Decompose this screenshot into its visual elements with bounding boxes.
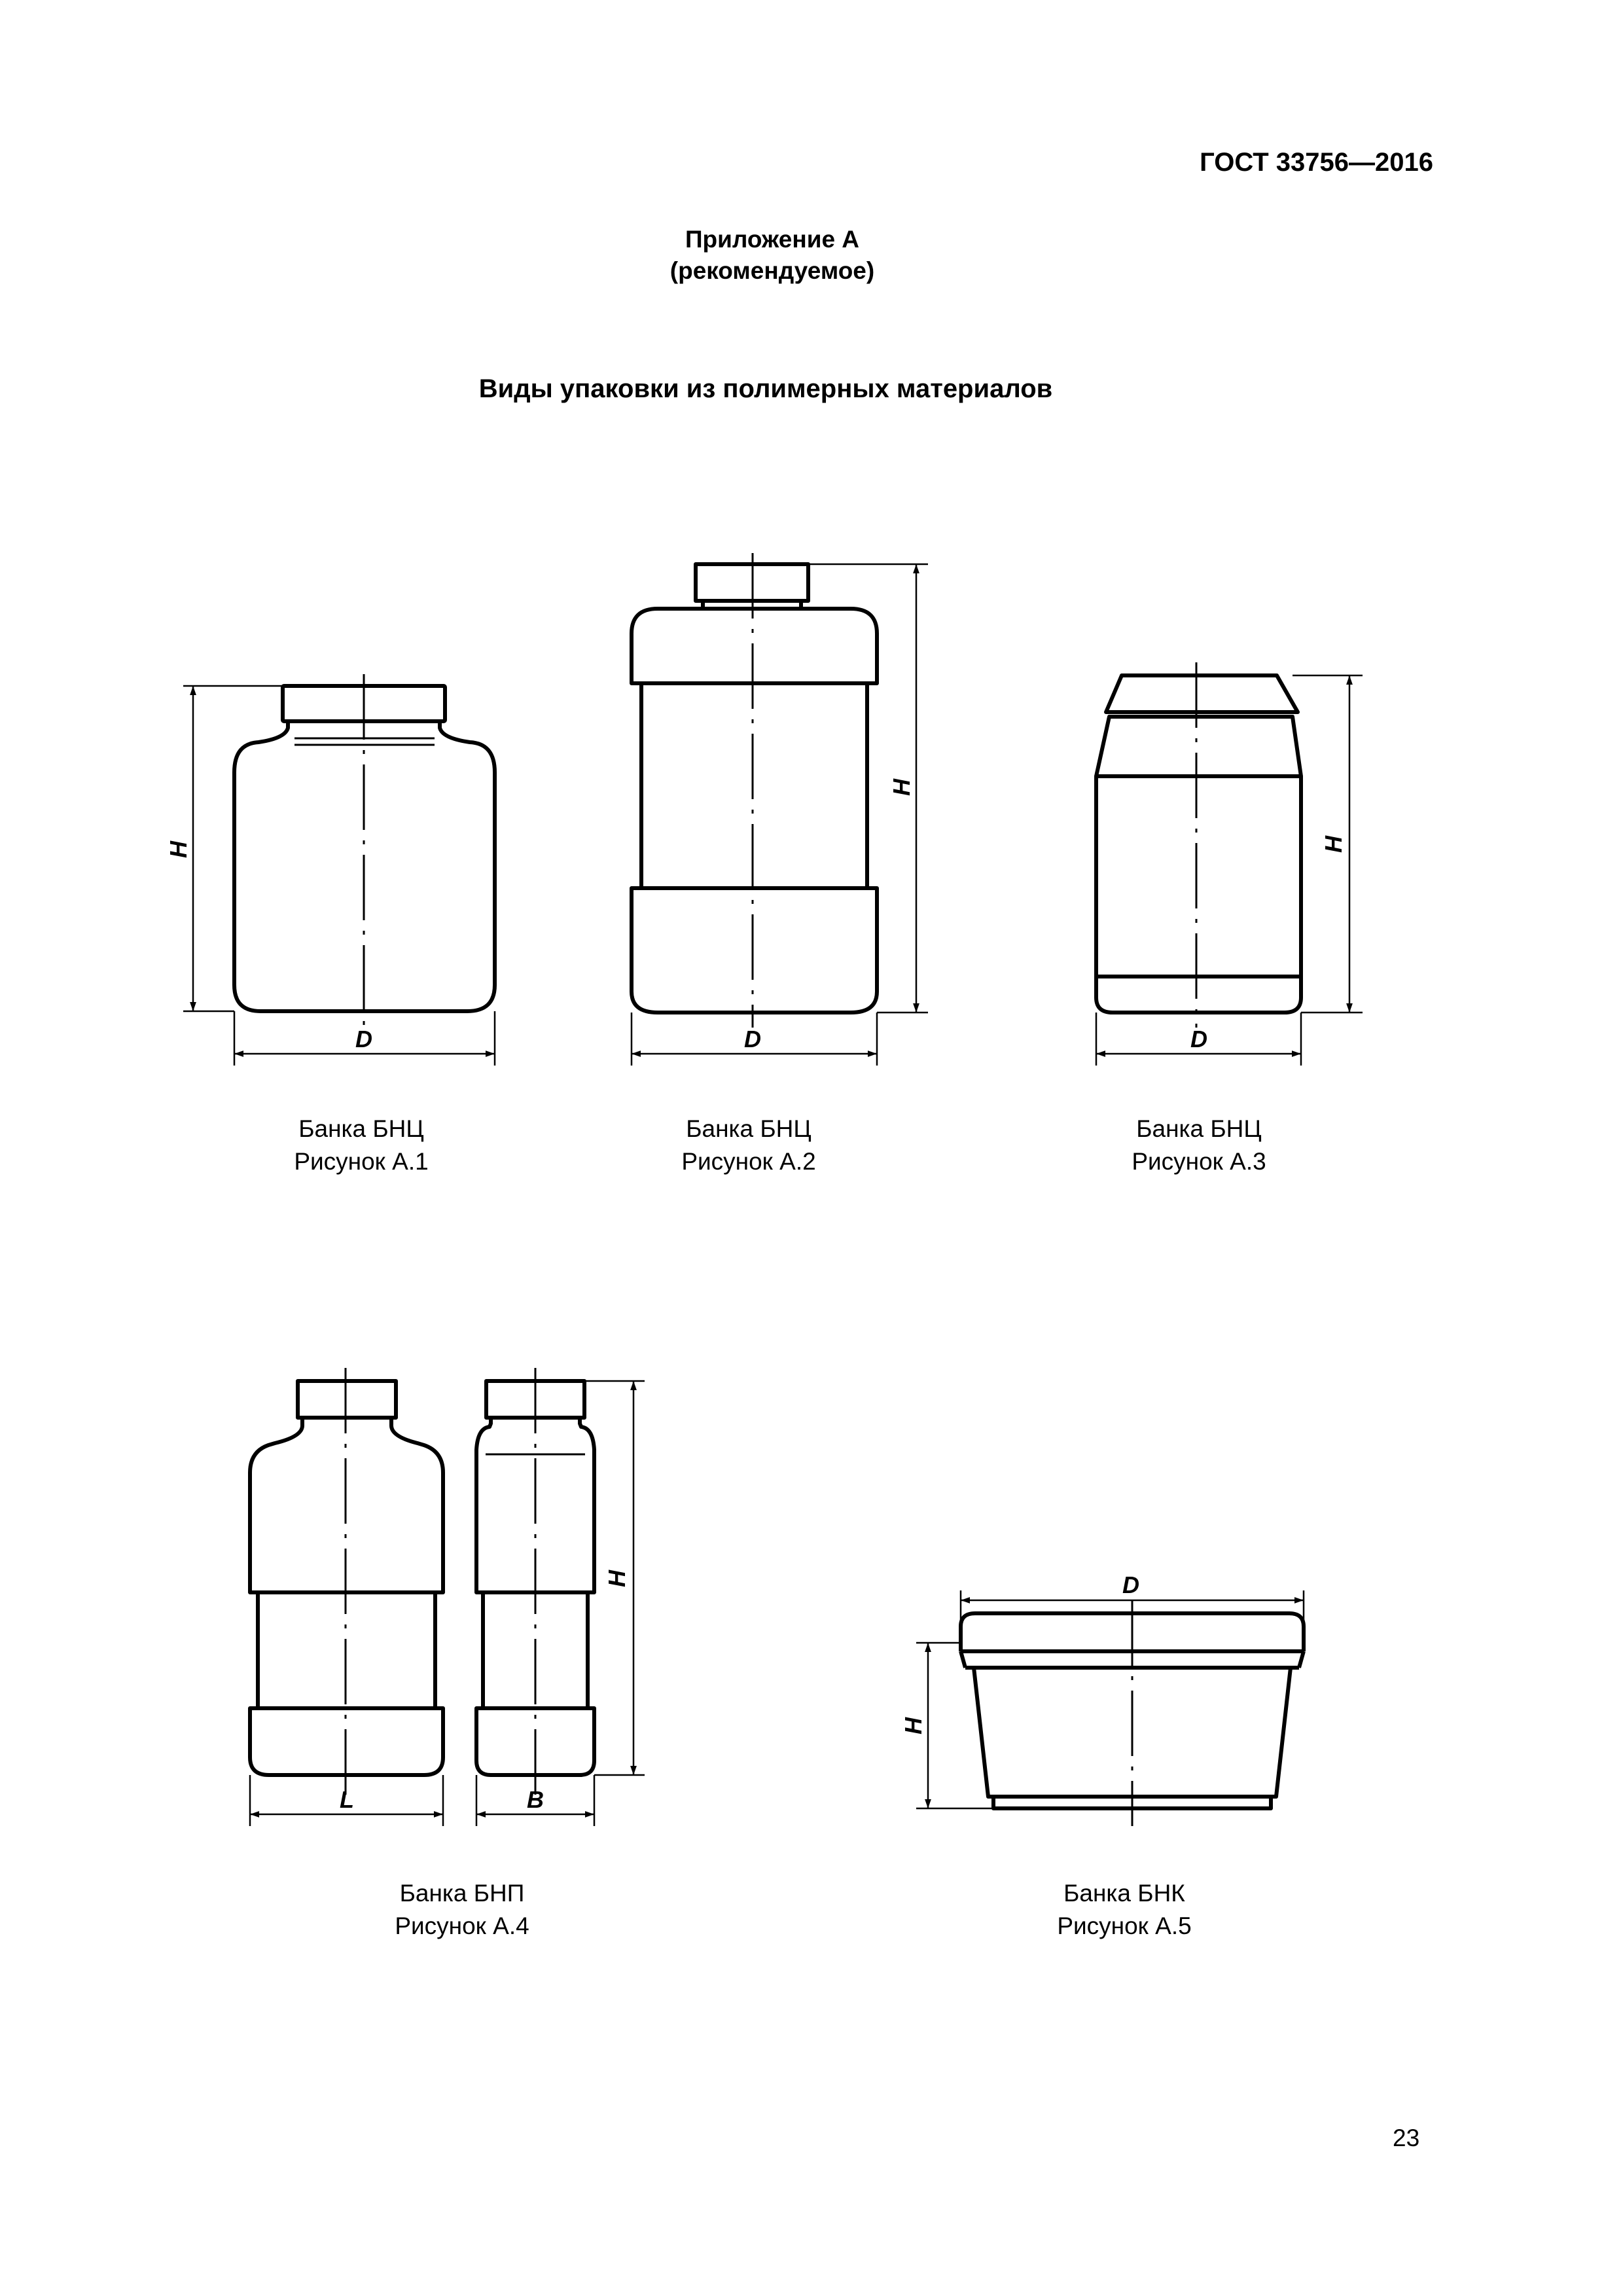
annex-status: (рекомендуемое) bbox=[669, 257, 875, 285]
figure-number: Рисунок А.1 bbox=[294, 1147, 429, 1175]
dim-h-label: H bbox=[1320, 836, 1347, 853]
figure-a3-caption bbox=[1003, 1113, 1395, 1178]
figure-number: Рисунок А.4 bbox=[395, 1912, 529, 1939]
dim-h-label: H bbox=[888, 779, 915, 796]
dimension-lines bbox=[916, 1590, 1304, 1808]
figure-number: Рисунок А.3 bbox=[1132, 1147, 1266, 1175]
figure-number: Рисунок А.2 bbox=[681, 1147, 816, 1175]
figure-a2-caption bbox=[552, 1113, 945, 1178]
dimension-lines bbox=[1096, 675, 1363, 1066]
figure-label: Банка БНП bbox=[399, 1880, 525, 1907]
dimension-lines bbox=[183, 686, 495, 1066]
dim-d-label: D bbox=[355, 1026, 372, 1052]
figure-number: Рисунок А.5 bbox=[1057, 1912, 1192, 1939]
dimension-lines bbox=[250, 1381, 645, 1826]
section-title: Виды упаковки из полимерных материалов bbox=[478, 374, 1053, 403]
jar-outline bbox=[1096, 675, 1301, 1013]
page-number: 23 bbox=[1393, 2125, 1420, 2151]
figure-a3-drawing bbox=[1096, 662, 1363, 1066]
figure-a5-caption bbox=[928, 1877, 1321, 1943]
annex-title: Приложение А bbox=[685, 226, 860, 253]
figure-label: Банка БНЦ bbox=[686, 1115, 812, 1142]
dim-b-label: B bbox=[527, 1786, 544, 1813]
dim-d-label: D bbox=[1122, 1571, 1139, 1598]
figure-a5-drawing bbox=[900, 1571, 1304, 1826]
jar-outline bbox=[632, 564, 877, 1013]
figure-a1-caption bbox=[165, 1113, 558, 1178]
figure-label: Банка БНЦ bbox=[1136, 1115, 1262, 1142]
dim-h-label: H bbox=[165, 841, 192, 858]
dim-d-label: D bbox=[1190, 1026, 1207, 1052]
dim-h-label: H bbox=[900, 1717, 927, 1734]
figure-a2-drawing bbox=[632, 553, 928, 1066]
dim-l-label: L bbox=[340, 1786, 354, 1813]
figure-a1-drawing bbox=[165, 674, 495, 1066]
dimension-lines bbox=[632, 564, 928, 1066]
dim-h-label: H bbox=[603, 1570, 630, 1587]
standard-number: ГОСТ 33756—2016 bbox=[1200, 148, 1433, 177]
figure-label: Банка БНК bbox=[1063, 1880, 1185, 1907]
figure-a4-drawing bbox=[250, 1368, 645, 1826]
figure-a4-caption bbox=[266, 1877, 658, 1943]
figure-label: Банка БНЦ bbox=[298, 1115, 424, 1142]
dim-d-label: D bbox=[744, 1026, 761, 1052]
